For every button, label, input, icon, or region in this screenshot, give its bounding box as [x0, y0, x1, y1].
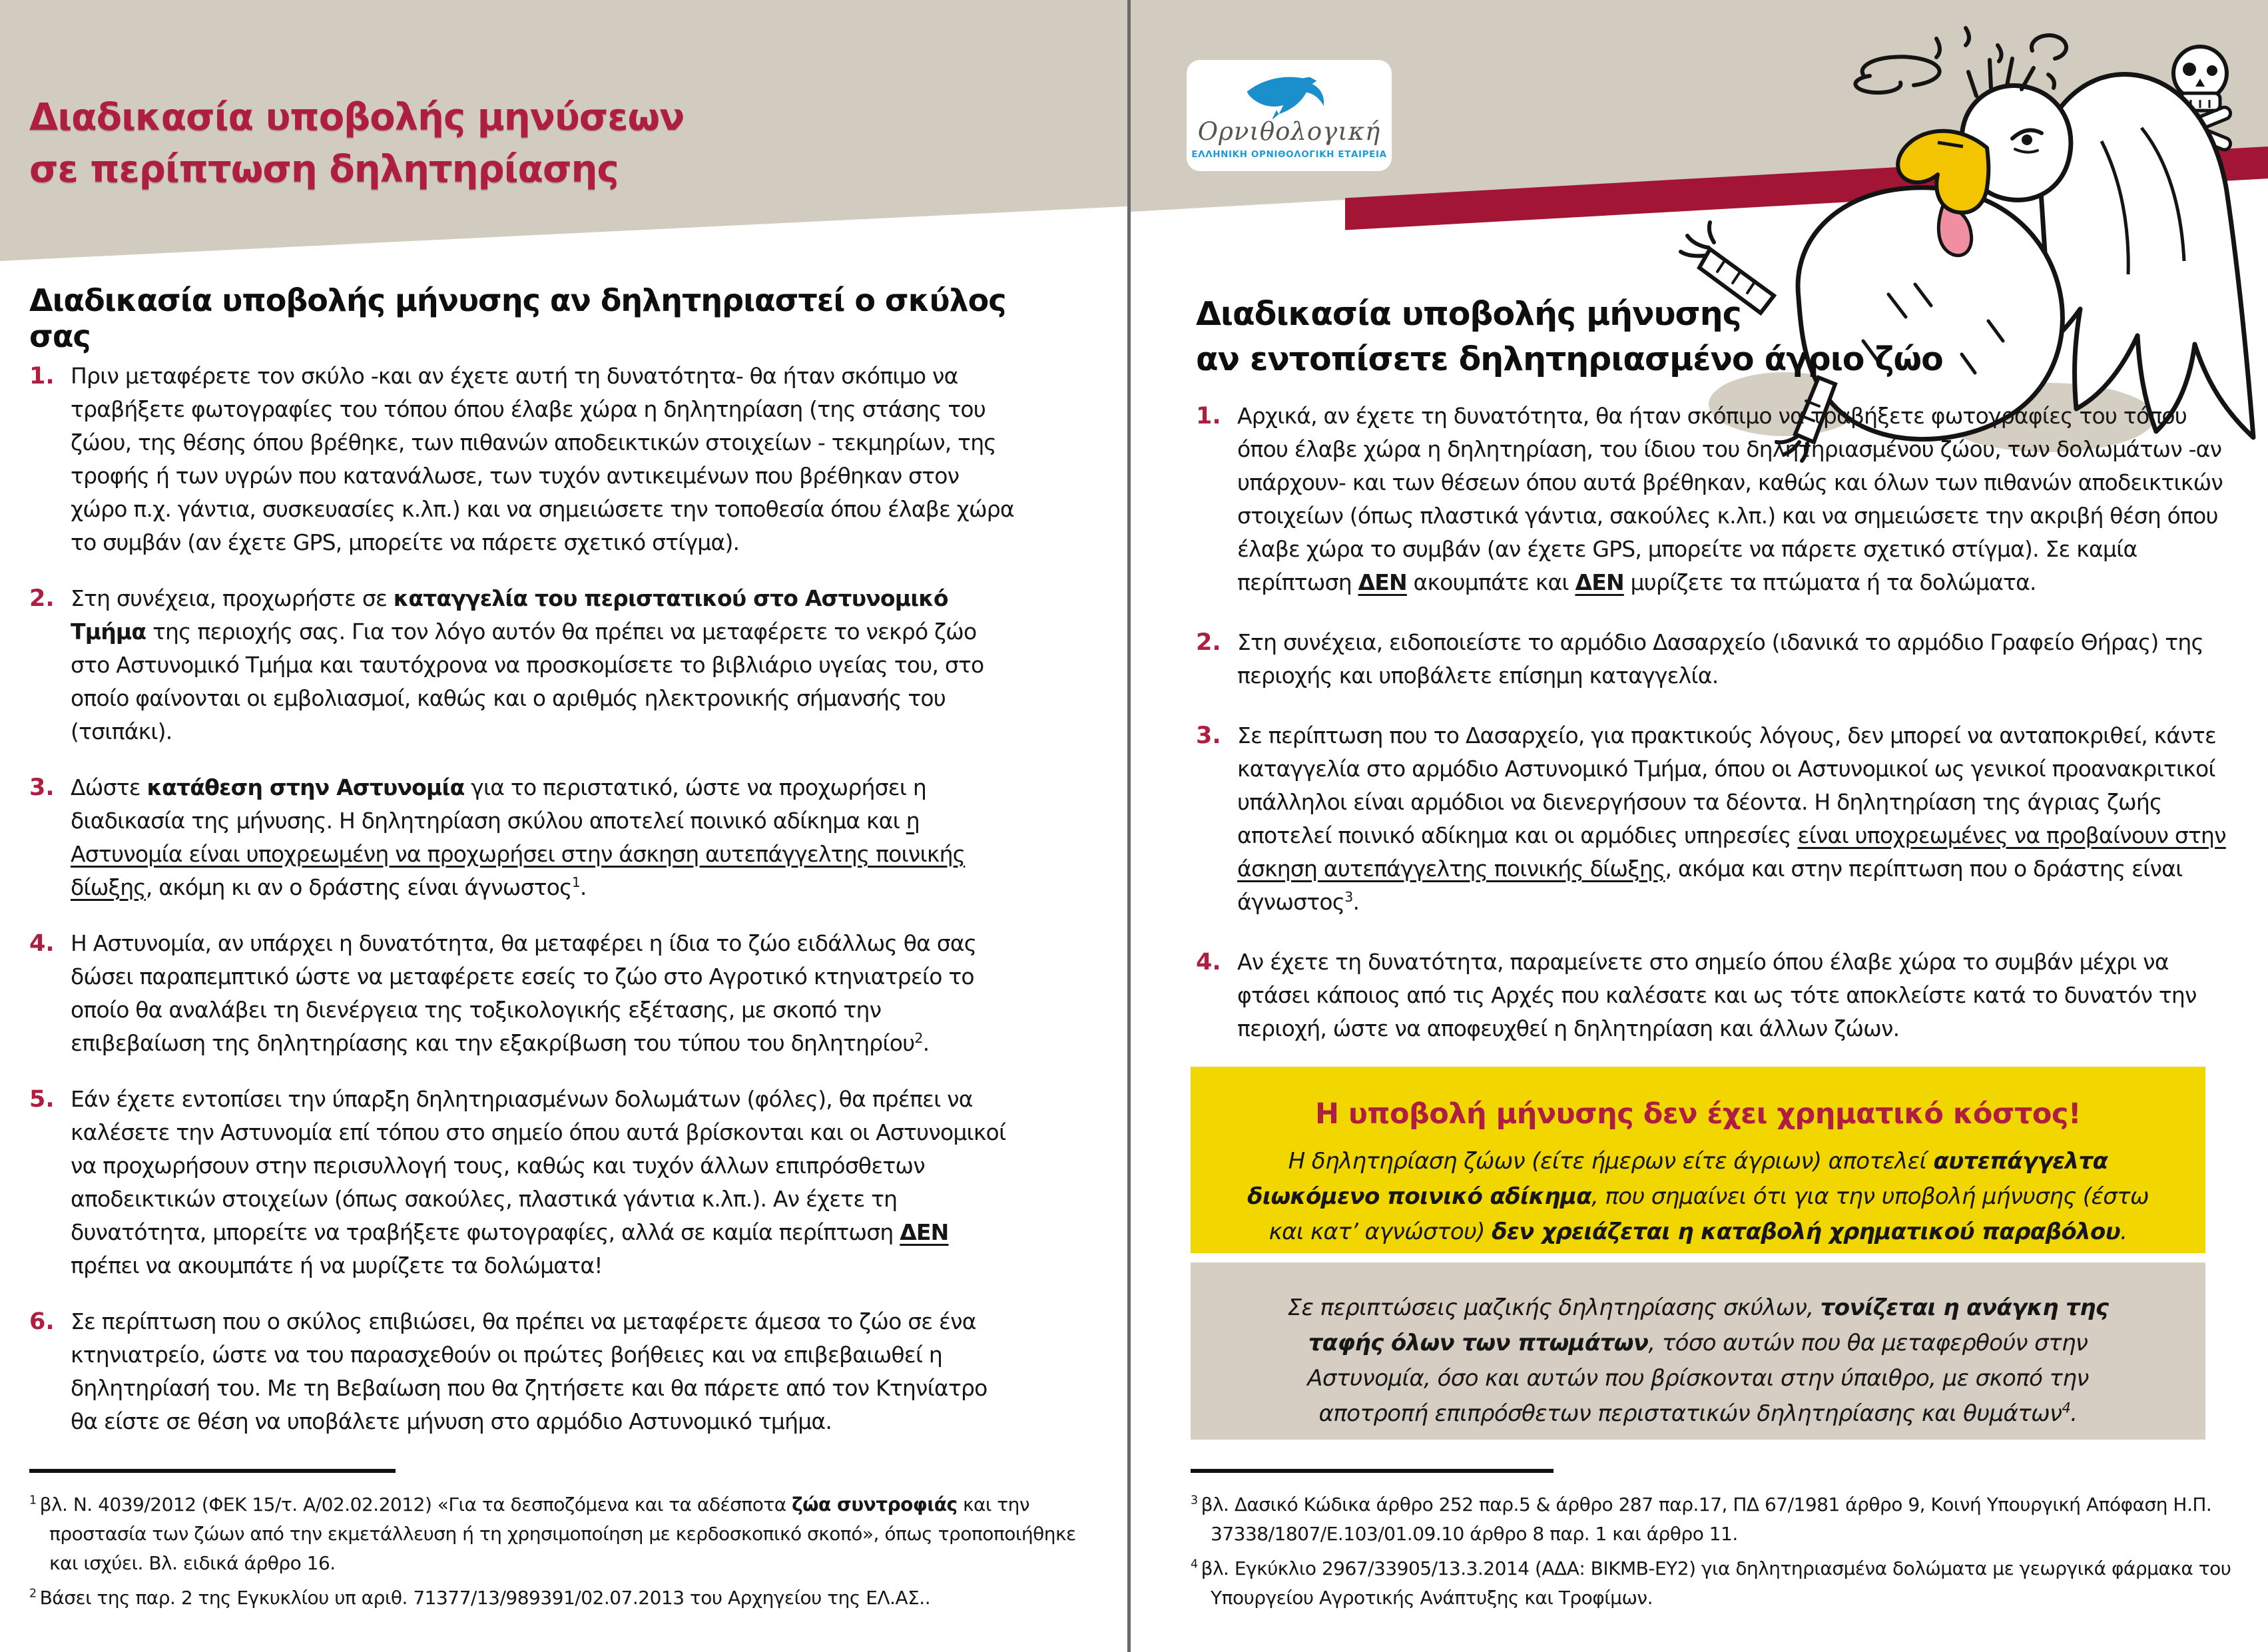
numbered-item [1196, 719, 2228, 919]
highlight-box-body: Η δηλητηρίαση ζώων (είτε ήμερων είτε άγριων) αποτελεί αυτεπάγγελτα διωκόμενο ποινικό αδίκημα, που σημαίνει ότι για την υποβολή μήνυσης (έστω και κατ’ αγνώστου) δεν χρειάζεται η καταβολή χρηματικού παραβόλου. [1247, 1148, 2149, 1245]
item-number: 1. [1196, 403, 1221, 429]
leaflet-main-title-line2: σε περίπτωση δηλητηρίασης [29, 148, 619, 191]
section-title-dog: Διαδικασία υποβολής μήνυσης αν δηλητηριαστεί ο σκύλος σας [29, 282, 1006, 354]
numbered-item [29, 582, 1015, 748]
dog-procedure-list [29, 360, 1015, 1461]
footnote: $^1$ βλ. Ν. 4039/2012 (ΦΕΚ 15/τ. Α/02.02.2012) «Για τα δεσποζόμενα και τα αδέσποτα ζώα συντροφιάς και την προστασία των ζώων από την εκμετάλλευση ή τη χρησιμοποίηση με κερδοσκοπικό σκοπό», όπως τροποποιήθηκε και ισχύει. Βλ. ειδικά άρθρο 16. [29, 1494, 1076, 1574]
leaflet-main-title-line1: Διαδικασία υποβολής μηνύσεων [29, 96, 685, 139]
item-text: Στη συνέχεια, προχωρήστε σε καταγγελία του περιστατικού στο Αστυνομικό Τμήμα της περιοχής σας. Για τον λόγο αυτόν θα πρέπει να μεταφέρετε το νεκρό ζώο στο Αστυνομικό Τμήμα και ταυτόχρονα να προσκομίσετε το βιβλιάριο υγείας του, στο οποίο φαίνονται οι εμβολιασμοί, καθώς και ο αριθμός ηλεκτρονικής σήμανσής του (τσιπάκι). [71, 585, 984, 744]
ornithological-society-logo [1187, 60, 1392, 171]
footnote-rule-left [29, 1469, 396, 1473]
page-fold-divider [1127, 0, 1131, 1652]
wild-animal-procedure-list [1196, 400, 2228, 1072]
leaflet-main-title [29, 92, 684, 196]
numbered-item [29, 1083, 1015, 1282]
numbered-item [29, 360, 1015, 559]
section-title-wild-line2: αν εντοπίσετε δηλητηριασμένο άγριο ζώο [1196, 340, 1943, 378]
item-number: 3. [1196, 722, 1221, 749]
no-cost-highlight-box [1191, 1067, 2205, 1253]
item-number: 2. [29, 585, 55, 612]
logo-name: Ορνιθολογική [1197, 117, 1381, 146]
item-text: Πριν μεταφέρετε τον σκύλο -και αν έχετε αυτή τη δυνατότητα- θα ήταν σκόπιμο να τραβήξετε φωτογραφίες του τόπου όπου έλαβε χώρα η δηλητηρίαση (της στάσης του ζώου, της θέσης όπου βρέθηκε, των πιθανών αποδεικτικών στοιχείων - τεκμηρίων, της τροφής ή των υγρών που κατανάλωσε, των τυχόν αντικειμένων που βρέθηκαν στον χώρο π.χ. γάντια, συσκευασίες κ.λπ.) και να σημειώσετε την τοποθεσία όπου έλαβε χώρα το συμβάν (αν έχετε GPS, μπορείτε να πάρετε σχετικό στίγμα). [71, 363, 1014, 555]
item-text: Εάν έχετε εντοπίσει την ύπαρξη δηλητηριασμένων δολωμάτων (φόλες), θα πρέπει να καλέσετε την Αστυνομία επί τόπου στο σημείο όπου αυτά βρίσκονται και οι Αστυνομικοί να προχωρήσουν στην περισυλλογή τους, καθώς και τυχόν άλλων επιπρόσθετων αποδεικτικών στοιχείων (όπως σακούλες, πλαστικά γάντια κ.λπ.). Αν έχετε τη δυνατότητα, μπορείτε να τραβήξετε φωτογραφίες, αλλά σε καμία περίπτωση ΔΕΝ πρέπει να ακουμπάτε ή να μυρίζετε τα δολώματα! [71, 1086, 1006, 1278]
item-text: Δώστε κατάθεση στην Αστυνομία για το περιστατικό, ώστε να προχωρήσει η διαδικασία της μήνυσης. Η δηλητηρίαση σκύλου αποτελεί ποινικό αδίκημα και η Αστυνομία είναι υποχρεωμένη να προχωρήσει στην άσκηση αυτεπάγγελτης ποινικής δίωξης, ακόμη κι αν ο δράστης είναι άγνωστος$^1$. [71, 774, 966, 900]
item-text: Η Αστυνομία, αν υπάρχει η δυνατότητα, θα μεταφέρει η ίδια το ζώο ειδάλλως θα σας δώσει παραπεμπτικό ώστε να μεταφέρετε εσείς το ζώο στο Αγροτικό κτηνιατρείο το οποίο θα αναλάβει τη διενέργεια της τοξικολογικής εξέτασης, με σκοπό την επιβεβαίωση της δηλητηρίασης και την εξακρίβωση του τύπου του δηλητηρίου$^2$. [71, 930, 977, 1056]
footnote-rule-right [1191, 1469, 1554, 1473]
footnotes-right [1191, 1490, 2249, 1618]
item-text: Σε περίπτωση που ο σκύλος επιβιώσει, θα πρέπει να μεταφέρετε άμεσα το ζώο σε ένα κτηνιατρείο, ώστε να του παρασχεθούν οι πρώτες βοήθειες και να επιβεβαιωθεί η δηλητηρίασή του. Με τη Βεβαίωση που θα ζητήσετε και θα πάρετε από τον Κτηνίατρο θα είστε σε θέση να υποβάλετε μήνυση στο αρμόδιο Αστυνομικό τμήμα. [71, 1308, 988, 1434]
footnotes-left [29, 1490, 1081, 1618]
item-text: Αρχικά, αν έχετε τη δυνατότητα, θα ήταν σκόπιμο να τραβήξετε φωτογραφίες του τόπου όπου έλαβε χώρα η δηλητηρίαση, του ίδιου του δηλητηριασμένου ζώου, των δολωμάτων -αν υπάρχουν- και των θέσεων όπου αυτά βρέθηκαν, καθώς και όλων των πιθανών αποδεικτικών στοιχείων (όπως πλαστικά γάντια, σακούλες κ.λπ.) και να σημειώσετε την ακριβή θέση όπου έλαβε χώρα το συμβάν (αν έχετε GPS, μπορείτε να πάρετε σχετικό στίγμα). Σε καμία περίπτωση ΔΕΝ ακουμπάτε και ΔΕΝ μυρίζετε τα πτώματα ή τα δολώματα. [1237, 403, 2223, 595]
numbered-item [1196, 626, 2228, 692]
item-number: 5. [29, 1086, 55, 1113]
item-number: 1. [29, 363, 55, 390]
footnote: $^2$ Βάσει της παρ. 2 της Εγκυκλίου υπ αριθ. 71377/13/989391/02.07.2013 του Αρχηγείου της ΕΛ.ΑΣ.. [29, 1587, 931, 1609]
section-title-wild-animal [1196, 292, 2148, 382]
item-text: Στη συνέχεια, ειδοποιείστε το αρμόδιο Δασαρχείο (ιδανικά το αρμόδιο Γραφείο Θήρας) της περιοχής και υποβάλετε επίσημη καταγγελία. [1237, 629, 2204, 688]
item-number: 4. [1196, 949, 1221, 975]
numbered-item [1196, 400, 2228, 599]
logo-subtitle: ΕΛΛΗΝΙΚΗ ΟΡΝΙΘΟΛΟΓΙΚΗ ΕΤΑΙΡΕΙΑ [1191, 149, 1387, 160]
item-number: 4. [29, 930, 55, 957]
footnote: $^4$ βλ. Εγκύκλιο 2967/33905/13.3.2014 (ΑΔΑ: ΒΙΚΜΒ-ΕΥ2) για δηλητηριασμένα δολώματα με γεωργικά φάρμακα του Υπουργείου Αγροτικής Ανάπτυξης και Τροφίμων. [1191, 1557, 2231, 1609]
item-number: 3. [29, 774, 55, 801]
highlight-box-title: Η υποβολή μήνυσης δεν έχει χρηματικό κόστος! [1314, 1097, 2082, 1131]
item-text: Αν έχετε τη δυνατότητα, παραμείνετε στο σημείο όπου έλαβε χώρα το συμβάν μέχρι να φτάσει κάποιος από τις Αρχές που καλέσατε και ως τότε αποκλείστε κατά το δυνατόν την περιοχή, ώστε να αποφευχθεί η δηλητηρίαση και άλλων ζώων. [1237, 949, 2197, 1041]
item-number: 6. [29, 1308, 55, 1335]
footnote: $^3$ βλ. Δασικό Κώδικα άρθρο 252 παρ.5 & άρθρο 287 παρ.17, ΠΔ 67/1981 άρθρο 9, Κοινή Υπουργική Απόφαση Η.Π. 37338/1807/Ε.103/01.09.10 άρθρο 8 παρ. 1 και άρθρο 11. [1191, 1494, 2212, 1545]
item-text: Σε περίπτωση που το Δασαρχείο, για πρακτικούς λόγους, δεν μπορεί να ανταποκριθεί, κάντε καταγγελία στο αρμόδιο Αστυνομικό Τμήμα, όπου οι Αστυνομικοί ως γενικοί προανακριτικοί υπάλληλοι είναι αρμόδιοι να διενεργήσουν τα δέοντα. Η δηλητηρίαση της άγριας ζωής αποτελεί ποινικό αδίκημα και οι αρμόδιες υπηρεσίες είναι υποχρεωμένες να προβαίνουν στην άσκηση αυτεπάγγελτης ποινικής δίωξης, ακόμα και στην περίπτωση που ο δράστης είναι άγνωστος$^3$. [1237, 722, 2226, 915]
burial-note-box: Σε περιπτώσεις μαζικής δηλητηρίασης σκύλων, τονίζεται η ανάγκη της ταφής όλων των πτωμάτων, τόσο αυτών που θα μεταφερθούν στην Αστυνομία, όσο και αυτών που βρίσκονται στην ύπαιθρο, με σκοπό την αποτροπή επιπρόσθετων περιστατικών δηλητηρίασης και θυμάτων$^4$. [1191, 1262, 2205, 1440]
numbered-item [29, 1305, 1015, 1438]
numbered-item [1196, 946, 2228, 1045]
numbered-item [29, 927, 1015, 1060]
numbered-item [29, 771, 1015, 904]
dizzy-swirls [1855, 28, 2066, 93]
section-title-wild-line1: Διαδικασία υποβολής μήνυσης [1196, 295, 1741, 333]
swallow-logo-icon [1229, 71, 1349, 119]
item-number: 2. [1196, 629, 1221, 656]
